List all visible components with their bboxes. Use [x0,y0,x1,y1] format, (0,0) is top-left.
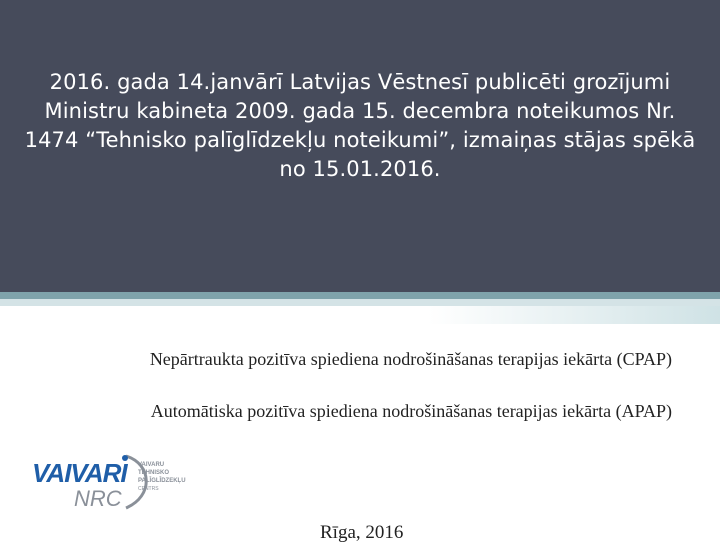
logo-mark-text: VAIVARI [32,458,127,488]
divider-stripe-dark [0,292,720,299]
logo-caption-line: TEHNISKO [138,470,170,476]
logo-caption-line: PALĪGLĪDZEKĻU [138,478,186,484]
divider-stripe-light [0,299,720,306]
vaivari-nrc-logo [30,450,200,512]
divider-stripe-fade [428,306,720,324]
place-date: Rīga, 2016 [320,522,404,543]
slide-title: 2016. gada 14.janvārī Latvijas Vēstnesī publicēti grozījumi Ministru kabineta 2009. gada 15. decembra noteikumos Nr. 1474 “Tehnisko palīglīdzekļu noteikumi”, izmaiņas stājas spēkā no 15.01.2016. [24,70,696,181]
device-list [90,348,672,452]
list-item: Nepārtraukta pozitīva spiediena nodrošināšanas terapijas iekārta (CPAP) [149,349,672,369]
logo-caption-line: CENTRS [138,486,159,492]
logo-sub-text: NRC [74,486,122,511]
logo-caption-line: VAIVARU [138,462,165,468]
list-item: Automātiska pozitīva spiediena nodrošināšanas terapijas iekārta (APAP) [150,401,672,421]
